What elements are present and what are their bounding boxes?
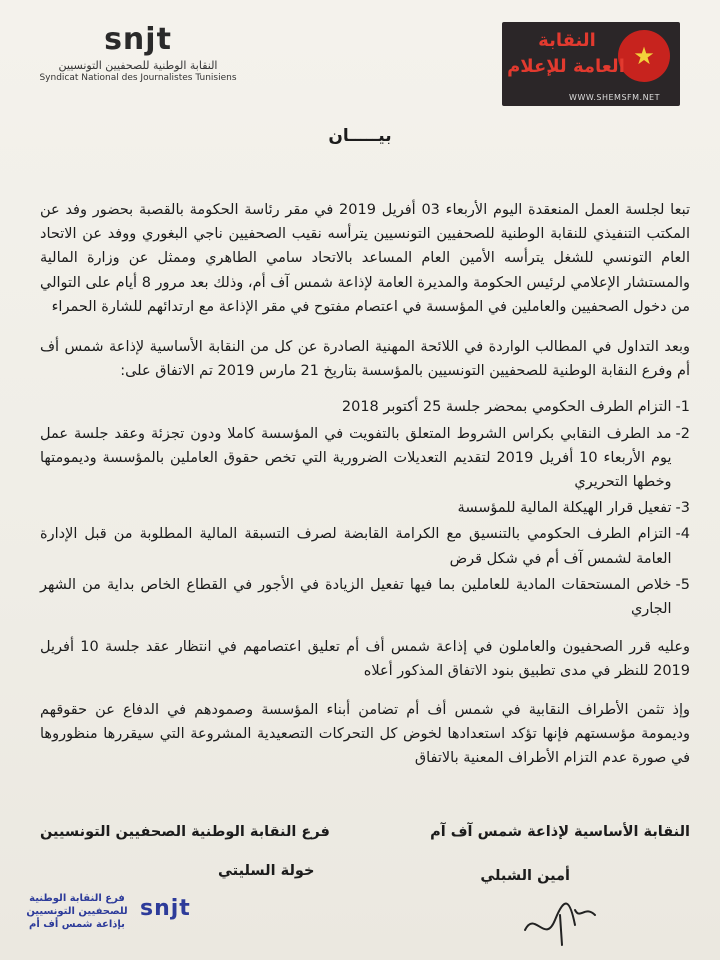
handwritten-signature xyxy=(520,890,600,950)
official-stamp xyxy=(18,888,218,948)
paragraph-closing: وإذ تثمن الأطراف النقابية في شمس أف أم تضامن أبناء المؤسسة وصمودهم في الدفاع عن حقوقهم وديمومة مؤسستهم فإنها تؤكد استعدادها لخوض كل التحركات التصعيدية المشروعة التي سيقررها منظوروها في صورة عدم التزام الأطراف المعنية بالاتفاق xyxy=(40,701,690,767)
signature-org-left: فرع النقابة الوطنية الصحفيين التونسيين xyxy=(40,824,330,840)
union-logo-line2: العامة للإعلام xyxy=(507,56,625,77)
stamp-text: فرع النقابة الوطنية للصحفيين التونسيين بإذاعة شمس أف أم xyxy=(26,893,128,930)
paragraph-deliberation: وبعد التداول في المطالب الواردة في اللائحة المهنية الصادرة عن كل من النقابة الأساسية لإذاعة شمس أف أم وفرع النقابة الوطنية للصحفيين التونسيين بالمؤسسة بتاريخ 21 مارس 2019 تم الاتفاق على: xyxy=(40,339,690,380)
snjt-logo: snjt xyxy=(104,22,172,57)
agreement-list xyxy=(40,395,690,621)
list-item: 2- مد الطرف النقابي بكراس الشروط المتعلق بالتفويت في المؤسسة كاملا ودون تجزئة وعقد جلسة عمل يوم الأربعاء 10 أفريل 2019 لتقديم التعديلات الضرورية التي تخص حقوق العاملين بالمؤسسة وديمومتها وخطها التحريري xyxy=(40,425,690,491)
stamp-logo: snjt xyxy=(140,896,191,921)
emblem-icon: ★ xyxy=(618,30,670,82)
list-item: 5- خلاص المستحقات المادية للعاملين بما فيها تفعيل الزيادة في الأجور في القطاع الخاص بداية من الشهر الجاري xyxy=(40,576,690,618)
signature-name-right: أمين الشبلي xyxy=(480,868,570,884)
list-item: 1- التزام الطرف الحكومي بمحضر جلسة 25 أكتوبر 2018 xyxy=(341,399,690,416)
document-title: بيـــــان xyxy=(328,126,392,146)
snjt-header xyxy=(28,22,248,83)
paragraph-decision: وعليه قرر الصحفيون والعاملون في إذاعة شمس أف أم تعليق اعتصامهم في انتظار عقد جلسة 10 أفريل 2019 للنظر في مدى تطبيق بنود الاتفاق المذكور أعلاه xyxy=(40,639,690,680)
document-body xyxy=(40,198,690,770)
snjt-arabic-name: النقابة الوطنية للصحفيين التونسيين xyxy=(58,59,218,72)
paragraph-intro: تبعا لجلسة العمل المنعقدة اليوم الأربعاء 03 أفريل 2019 في مقر رئاسة الحكومة بالقصبة بحضور وفد عن المكتب التنفيذي للنقابة الوطنية للصحفيين التونسيين يترأسه نقيب الصحفيين ناجي البغوري ووفد عن الاتحاد العام التونسي للشغل يترأسه الأمين العام المساعد بالاتحاد سامي الطاهري وممثل عن وزارة المالية والمستشار الإعلامي لرئيس الحكومة والمديرة العامة لإذاعة شمس آف أم، وذلك بعد مرور 8 أيام على التوالي من دخول الصحفيين والعاملين في المؤسسة في اعتصام مفتوح في مقر الإذاعة مع ارتدائهم للشارة الحمراء xyxy=(40,202,691,315)
union-logo-url: WWW.SHEMSFM.NET xyxy=(569,93,660,102)
union-logo-line1: النقابة xyxy=(538,30,596,51)
list-item: 3- تفعيل قرار الهيكلة المالية للمؤسسة xyxy=(457,500,690,517)
list-item: 4- التزام الطرف الحكومي بالتنسيق مع الكرامة القابضة لصرف التسبقة المالية المطلوبة من قبل الإدارة العامة لشمس آف أم في شكل قرض xyxy=(40,526,690,567)
signature-org-right: النقابة الأساسية لإذاعة شمس آف آم xyxy=(430,824,690,840)
snjt-french-name: Syndicat National des Journalistes Tunisiens xyxy=(39,73,237,83)
signature-name-left: خولة السليتي xyxy=(218,863,315,879)
union-logo xyxy=(502,22,680,106)
